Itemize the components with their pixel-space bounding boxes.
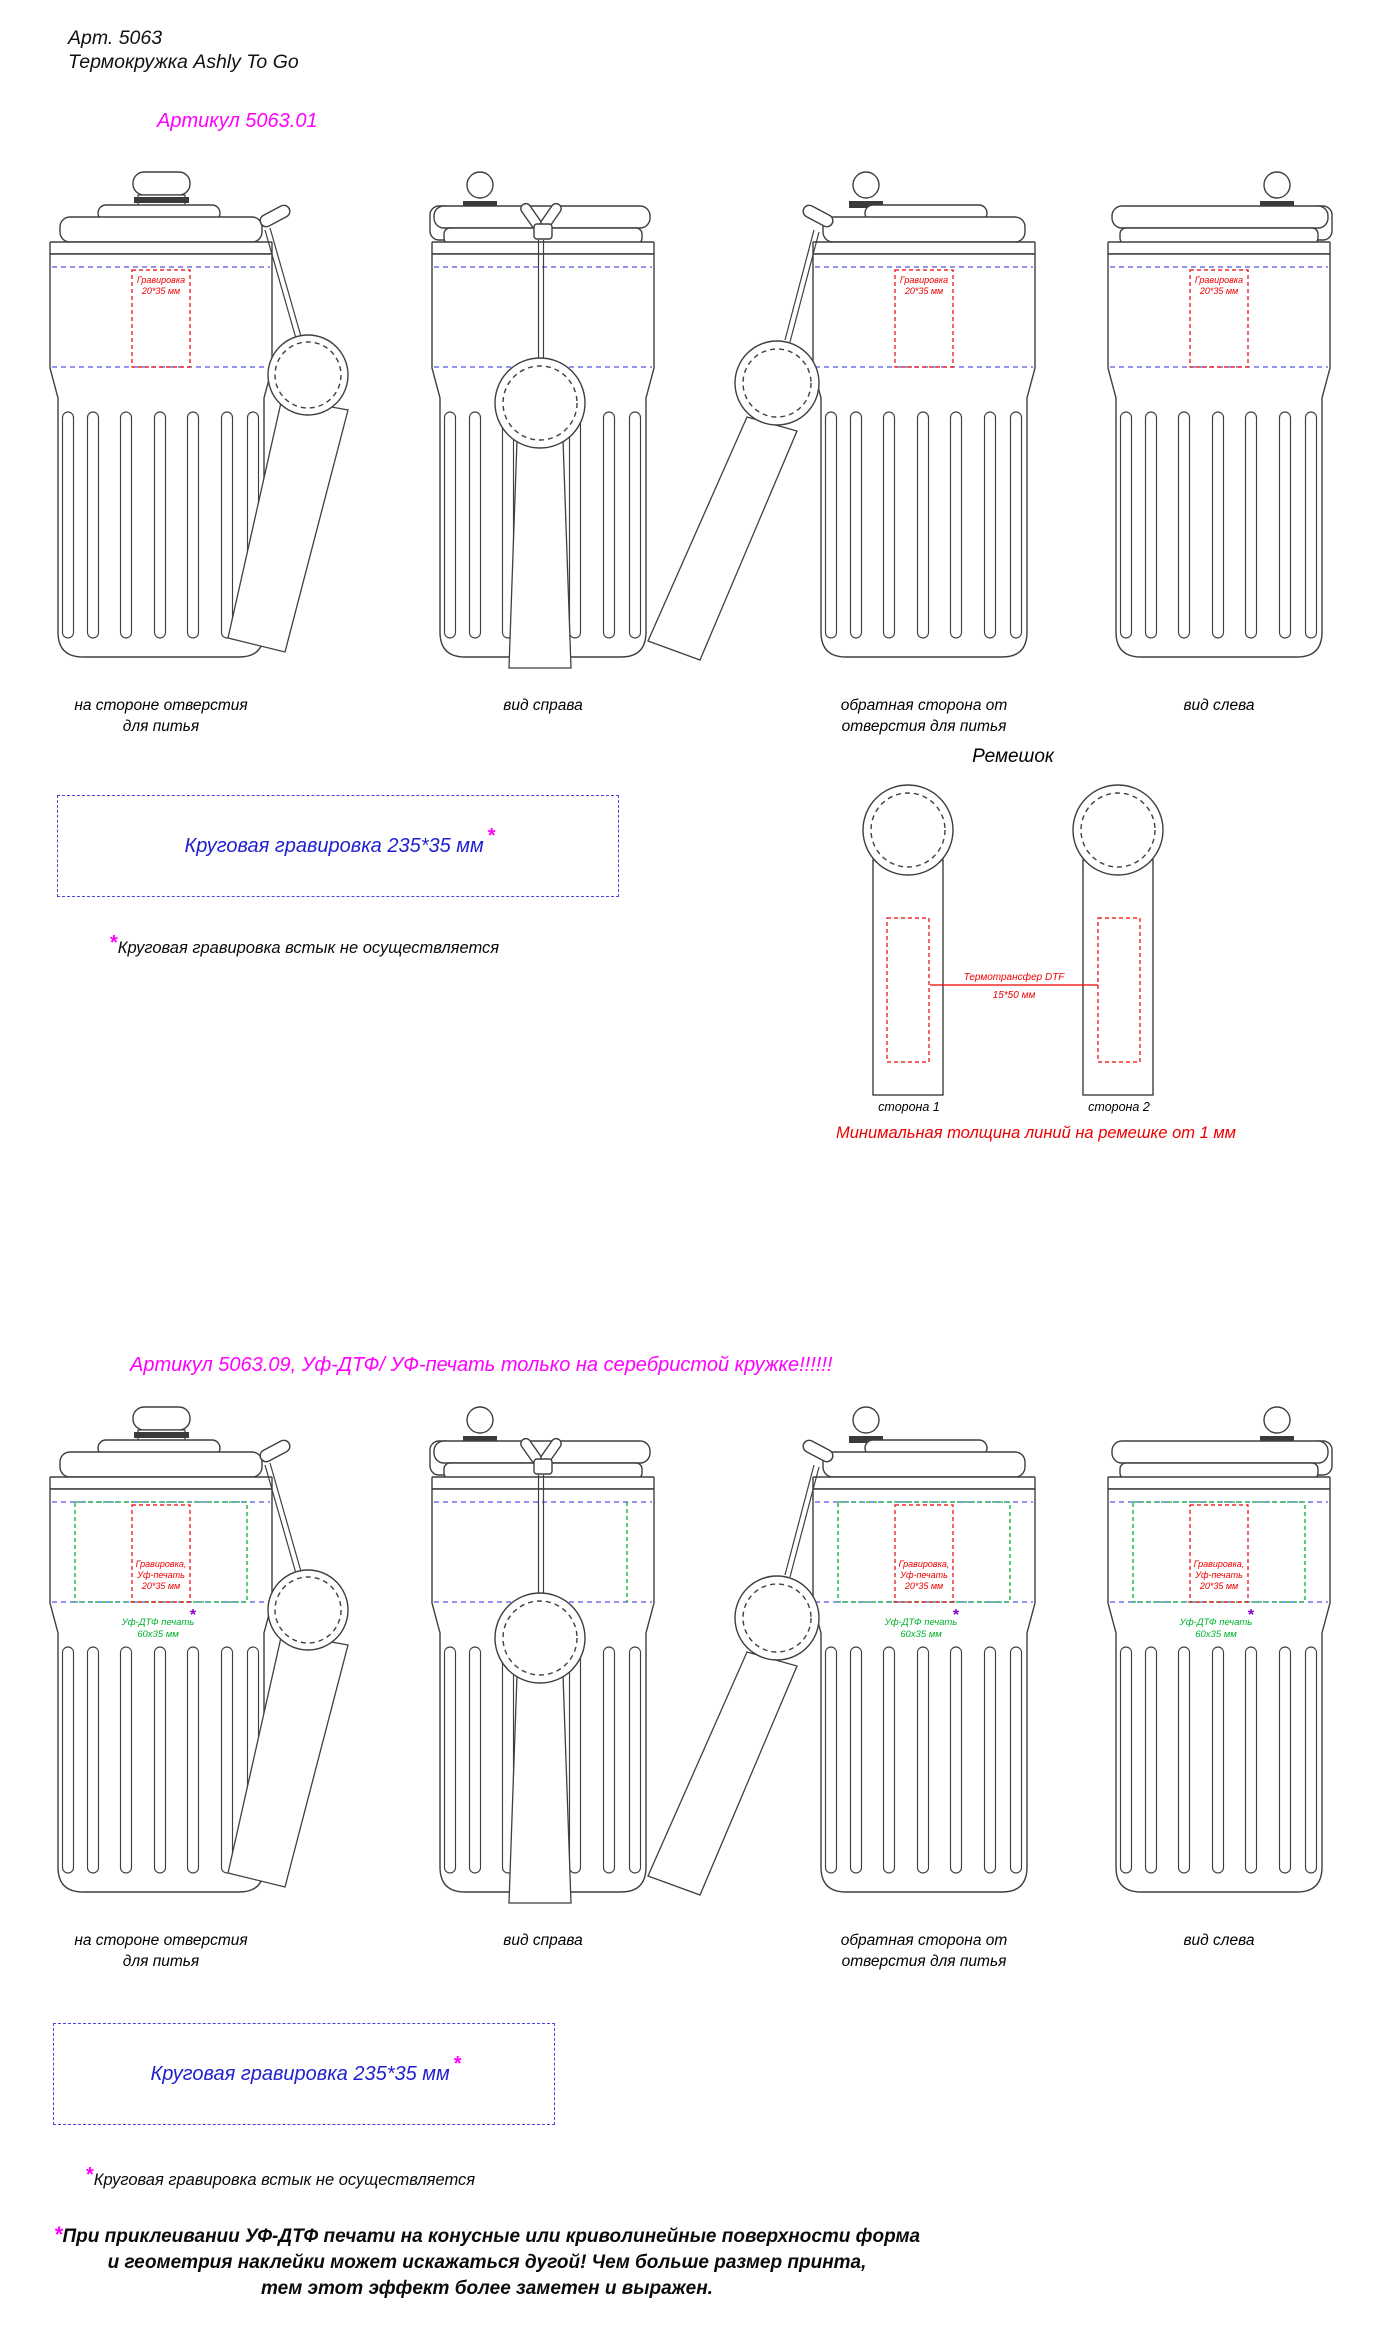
- svg-text:Гравировка: Гравировка: [899, 275, 949, 285]
- svg-text:Уф-ДТФ печать: Уф-ДТФ печать: [121, 1617, 195, 1628]
- mug-s1-left-view: [1108, 172, 1332, 657]
- svg-text:Термотрансфер DTF: Термотрансфер DTF: [963, 972, 1065, 983]
- mug-s2-right-view: [430, 1407, 654, 1903]
- strap-detail-drawing: [863, 785, 1163, 1095]
- svg-text:20*35 мм: 20*35 мм: [1199, 1581, 1239, 1591]
- svg-text:15*50 мм: 15*50 мм: [992, 990, 1036, 1001]
- svg-text:Уф-печать: Уф-печать: [900, 1570, 948, 1580]
- doc-title-name: Термокружка Ashly To Go: [68, 51, 299, 73]
- svg-text:20*35 мм: 20*35 мм: [141, 286, 181, 296]
- strap-side-2: [1073, 785, 1163, 1095]
- mug-s1-back-side: [648, 172, 1035, 660]
- svg-text:60x35 мм: 60x35 мм: [900, 1629, 942, 1640]
- section2-header: Артикул 5063.09, Уф-ДТФ/ УФ-печать только на серебристой кружке!!!!!!: [130, 1354, 833, 1376]
- circular-engraving-text-1: Круговая гравировка 235*35 мм: [184, 834, 484, 857]
- section1-header: Артикул 5063.01: [157, 110, 318, 132]
- butt-note-2: * Круговая гравировка встык не осуществляется: [86, 2164, 476, 2189]
- svg-text:Гравировка,: Гравировка,: [898, 1559, 950, 1569]
- svg-text:60x35 мм: 60x35 мм: [137, 1629, 179, 1640]
- svg-text:Гравировка: Гравировка: [136, 275, 186, 285]
- doc-title: [68, 26, 299, 74]
- mug-s2-drinking-side: [50, 1407, 348, 1892]
- uv-dtf-warning: *При приклеивании УФ-ДТФ печати на конусные или криволинейные поверхности форма и геометрия наклейки может искажаться дугой! Чем больше размер принта, тем этот эффект более заметен и выражен.: [53, 2222, 921, 2299]
- asterisk-mark: *: [487, 824, 496, 847]
- caption-view1-s2: на стороне отверстия для питья: [74, 1932, 248, 1970]
- svg-text:*: *: [189, 1607, 197, 1624]
- strap-side2-caption: сторона 2: [1088, 1100, 1150, 1114]
- svg-text:*: *: [1247, 1607, 1255, 1624]
- svg-text:Гравировка,: Гравировка,: [1193, 1559, 1245, 1569]
- svg-text:20*35 мм: 20*35 мм: [141, 1581, 181, 1591]
- circular-engraving-box-1: [57, 795, 619, 897]
- circular-engraving-box-2: Круговая гравировка 235*35 мм *: [53, 2023, 555, 2125]
- caption-view3-s2: обратная сторона от отверстия для питья: [840, 1932, 1008, 1970]
- mug-s2-left-view: [1108, 1407, 1332, 1892]
- butt-note-1: * Круговая гравировка встык не осуществляется: [110, 932, 500, 957]
- strap-section-title: Ремешок: [972, 746, 1054, 767]
- mug-s2-back-side: [648, 1407, 1035, 1895]
- svg-text:20*35 мм: 20*35 мм: [904, 286, 944, 296]
- strap-side-1: [863, 785, 953, 1095]
- caption-view3-s1: обратная сторона от отверстия для питья: [840, 697, 1008, 735]
- circular-engraving-text-2: Круговая гравировка 235*35 мм: [150, 2062, 450, 2085]
- svg-text:20*35 мм: 20*35 мм: [904, 1581, 944, 1591]
- svg-text:Уф-ДТФ печать: Уф-ДТФ печать: [1179, 1617, 1253, 1628]
- mug-s1-right-view: [430, 172, 654, 668]
- strap-side1-caption: сторона 1: [878, 1100, 940, 1114]
- mug-s1-drinking-side: [50, 172, 348, 657]
- caption-view2-s1: вид справа: [503, 697, 583, 714]
- svg-text:Уф-ДТФ печать: Уф-ДТФ печать: [884, 1617, 958, 1628]
- svg-text:60x35 мм: 60x35 мм: [1195, 1629, 1237, 1640]
- svg-text:Уф-печать: Уф-печать: [137, 1570, 185, 1580]
- svg-text:Гравировка: Гравировка: [1194, 275, 1244, 285]
- caption-view1-s1: на стороне отверстия для питья: [74, 697, 248, 735]
- caption-view4-s1: вид слева: [1183, 697, 1255, 714]
- svg-text:Гравировка,: Гравировка,: [135, 1559, 187, 1569]
- doc-title-art: Арт. 5063: [68, 27, 163, 49]
- svg-text:*: *: [952, 1607, 960, 1624]
- svg-text:20*35 мм: 20*35 мм: [1199, 286, 1239, 296]
- svg-text:Уф-печать: Уф-печать: [1195, 1570, 1243, 1580]
- caption-view4-s2: вид слева: [1183, 1932, 1255, 1949]
- caption-view2-s2: вид справа: [503, 1932, 583, 1949]
- strap-min-line-note: Минимальная толщина линий на ремешке от 1 мм: [836, 1124, 1236, 1142]
